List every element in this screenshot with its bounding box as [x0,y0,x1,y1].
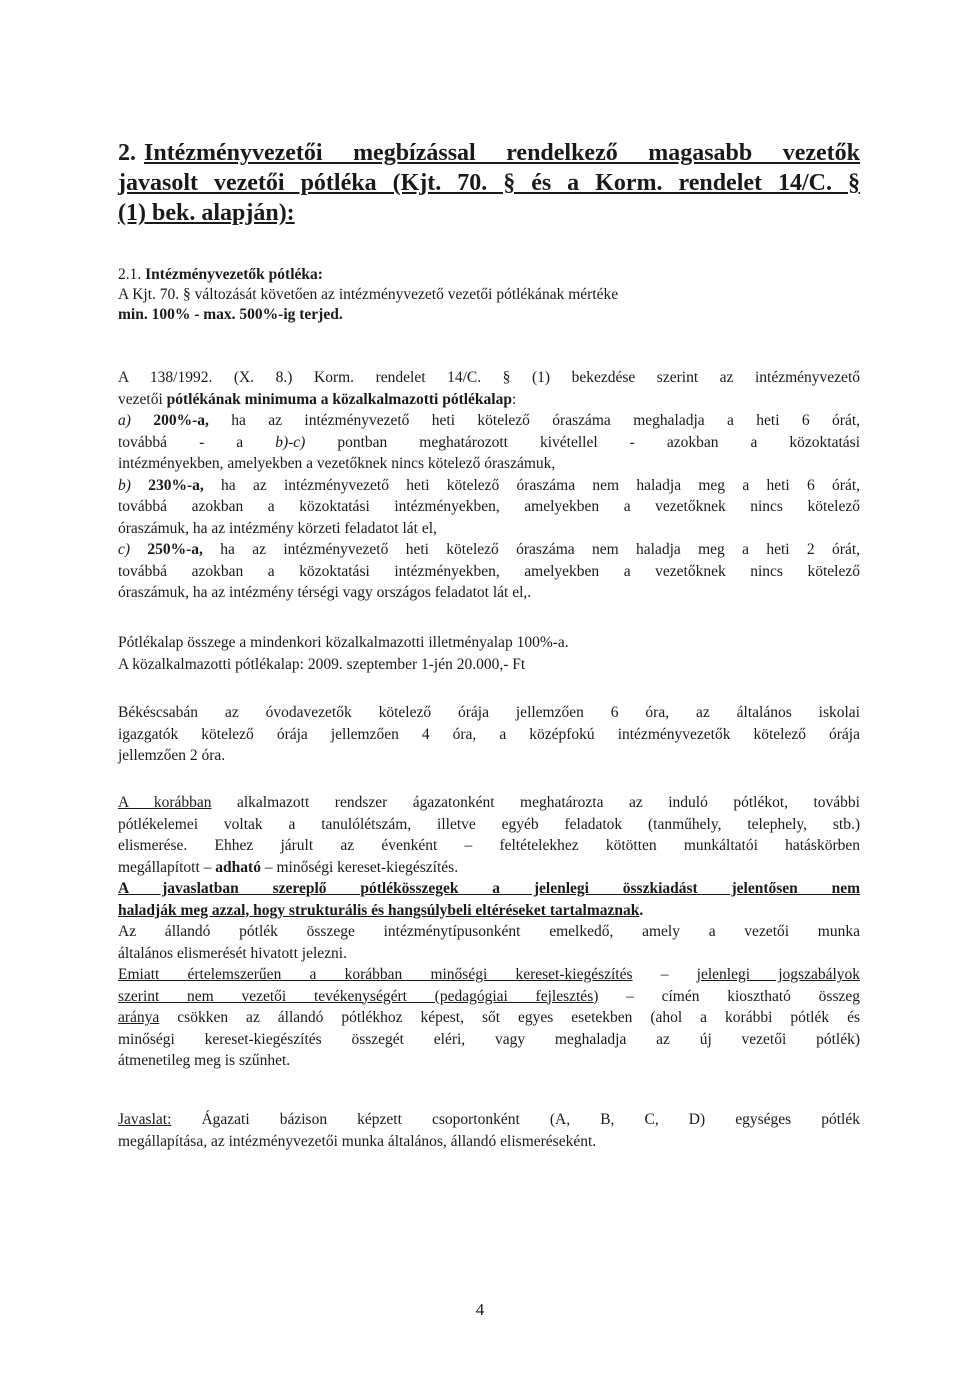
item-a-label: a) [118,412,131,429]
previous-line-1-underlined: A korábban [118,794,212,811]
regulation-line-2a: vezetői [118,390,167,408]
subsection-number: 2.1. [118,266,142,283]
item-a-line-2b: pontban meghatározott kivétellel - azokban a közoktatási [305,433,860,451]
previous-line-5: Az állandó pótlék összege intézménytípusonként emelkedő, amely a vezetői munka [118,923,860,940]
heading-line-2: javasolt vezetői pótléka (Kjt. 70. § és a Korm. rendelet 14/C. § [118,170,860,196]
previous-line-4a: megállapított – [118,858,216,876]
item-c-line-2: továbbá azokban a közoktatási intézményekben, amelyekben a vezetőknek nincs kötelező [118,562,860,580]
subsection-title: Intézményvezetők pótléka: [145,266,323,283]
emphasis-line-2: haladják meg azzal, hogy strukturális és hangsúlybeli eltéréseket tartalmaznak [118,901,640,919]
allowance-base-paragraph [118,632,860,675]
subsection-2-1 [118,265,860,325]
emphasis-line-2-end: . [639,901,644,919]
proposal-line-2: megállapítása, az intézményvezetői munka általános, állandó elismeréseként. [118,1132,597,1150]
proposal-label: Javaslat: [118,1111,172,1128]
previous-line-6: általános elismerését hivatott jelezni. [118,944,347,962]
item-a-percent: 200%-a, [153,412,209,429]
regulation-line-2c: : [511,390,517,408]
allowance-base-line-1: Pótlékalap összege a mindenkori közalkalmazotti illetményalap 100%-a. [118,634,569,651]
emphasis-line-1: A javaslatban szereplő pótlékösszegek a jelenlegi összkiadást jelentősen nem [118,880,860,897]
item-b-line-1: ha az intézményvezető heti kötelező óraszáma nem haladja meg a heti 6 órát, [203,476,861,494]
subsection-line-1: A Kjt. 70. § változását követően az intézményvezető vezetői pótlékának mértéke [118,286,619,303]
previous-line-2: pótlékelemei voltak a tanulólétszám, illetve egyéb feladatok (tanműhely, telephely, stb.) [118,815,860,833]
item-c-line-3: óraszámuk, ha az intézmény térségi vagy országos feladatot lát el,. [118,584,532,601]
subsection-line-2: min. 100% - max. 500%-ig terjed. [118,306,343,323]
regulation-line-2b: pótlékának minimuma a közalkalmazotti pótlékalap [166,390,512,408]
previous-line-4c: – minőségi kereset-kiegészítés. [260,858,459,876]
item-a-line-3: intézményekben, amelyekben a vezetőknek nincs kötelező óraszámuk, [118,455,556,472]
proposal-paragraph [118,1109,860,1152]
previous-line-9-rest: csökken az állandó pótlékhoz képest, sőt egyes esetekben (ahol a korábbi pótlék és [159,1009,860,1026]
previous-line-10: minőségi kereset-kiegészítés összegét eléri, vagy meghaladja az új vezetői pótlék) [118,1030,860,1048]
item-c-line-1: ha az intézményvezető heti kötelező óraszáma nem haladja meg a heti 2 órát, [202,541,861,558]
previous-line-9-underlined: aránya [118,1009,160,1026]
previous-line-8-rest: – címén kiosztható összeg [598,987,860,1005]
proposal-line-1: Ágazati bázison képzett csoportonként (A, B, C, D) egységes pótlék [171,1111,860,1128]
previous-line-7-underlined-2: jelenlegi jogszabályok [696,966,861,983]
regulation-paragraph [118,367,860,604]
page-number: 4 [475,1300,485,1319]
heading-line-1: Intézményvezetői megbízással rendelkező magasabb vezetők [144,140,860,166]
bekescsaba-line-1: Békéscsabán az óvodavezetők kötelező órája jellemzően 6 óra, az általános iskolai [118,704,860,721]
bekescsaba-line-3: jellemzően 2 óra. [118,747,226,764]
item-b-line-2: továbbá azokban a közoktatási intézményekben, amelyekben a vezetőknek nincs kötelező [118,498,860,515]
item-a-line-2a: továbbá - a [118,433,276,451]
regulation-line-1: A 138/1992. (X. 8.) Korm. rendelet 14/C. § (1) bekezdése szerint az intézményvezető [118,369,860,386]
previous-line-7-underlined: Emiatt értelemszerűen a korábban minőségi kereset-kiegészítés [118,966,633,983]
item-c-percent: 250%-a, [147,541,203,558]
previous-line-4b: adható [215,858,261,876]
previous-line-8-underlined: szerint nem vezetői tevékenységért (pedagógiai fejlesztés) [118,987,599,1005]
item-b-line-3: óraszámuk, ha az intézmény körzeti feladatot lát el, [118,519,437,537]
heading-line-3: (1) bek. alapján): [118,200,295,226]
section-heading [118,138,860,228]
previous-line-11: átmenetileg meg is szűnhet. [118,1052,291,1069]
item-b-percent: 230%-a, [148,476,204,494]
item-c-label: c) [118,541,131,558]
previous-system-paragraph [118,792,860,1072]
allowance-base-line-2: A közalkalmazotti pótlékalap: 2009. szeptember 1-jén 20.000,- Ft [118,655,526,673]
bekescsaba-paragraph [118,702,860,767]
previous-line-1-rest: alkalmazott rendszer ágazatonként meghatározta az induló pótlékot, további [211,794,860,811]
bekescsaba-line-2: igazgatók kötelező órája jellemzően 4 óra, a középfokú intézményvezetők kötelező órája [118,725,860,743]
section-number: 2. [118,140,136,166]
item-a-line-1: ha az intézményvezető heti kötelező óraszáma meghaladja a heti 6 órát, [208,412,861,429]
item-b-label: b) [118,476,131,494]
previous-line-7-dash: – [632,966,697,983]
item-a-reference: b)-c) [275,433,306,451]
previous-line-3: elismerése. Ehhez járult az évenként – feltételekhez kötötten munkáltatói hatáskörben [118,837,860,854]
